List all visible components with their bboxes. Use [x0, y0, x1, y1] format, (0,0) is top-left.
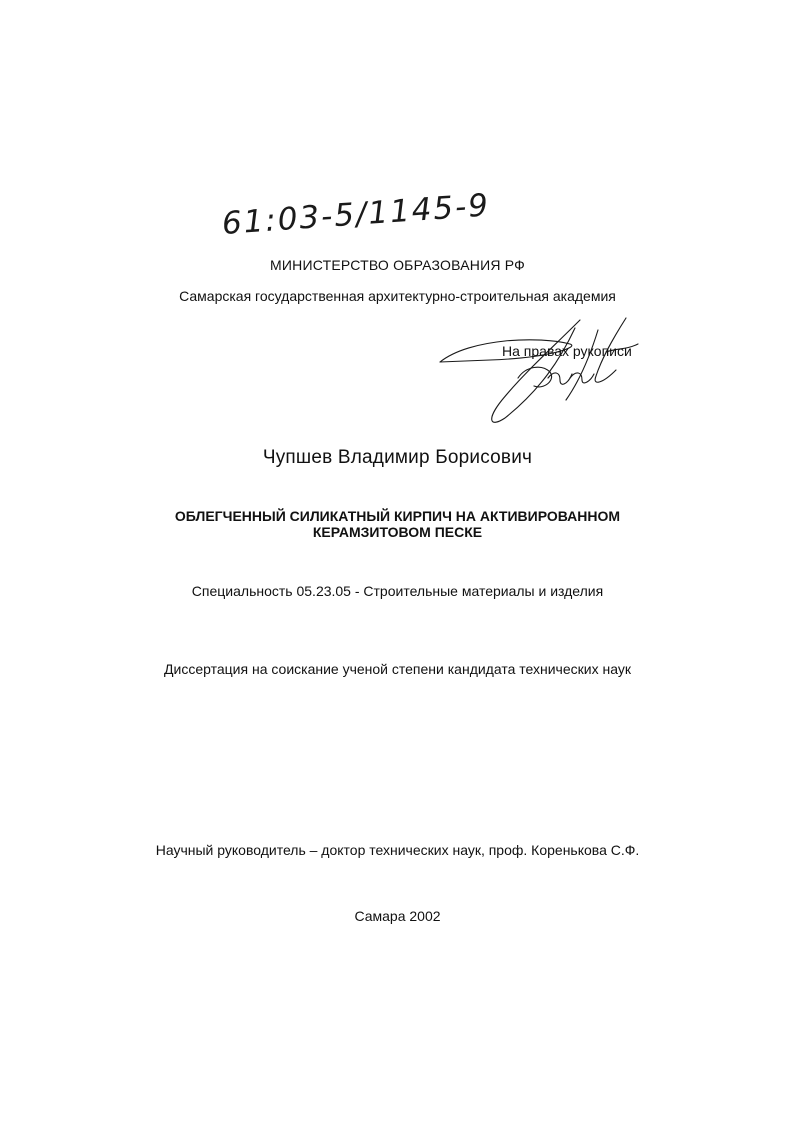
signature-icon	[430, 300, 650, 430]
specialty-line: Специальность 05.23.05 - Строительные материалы и изделия	[191, 583, 604, 599]
handwritten-archive-code: 61:03-5/1145-9	[220, 187, 492, 242]
ministry-heading: МИНИСТЕРСТВО ОБРАЗОВАНИЯ РФ	[270, 257, 525, 273]
title-line-2: КЕРАМЗИТОВОМ ПЕСКЕ	[312, 524, 483, 540]
city-year: Самара 2002	[354, 908, 441, 924]
supervisor-line: Научный руководитель – доктор технических наук, проф. Коренькова С.Ф.	[155, 842, 640, 858]
author-name: Чупшев Владимир Борисович	[262, 447, 533, 468]
degree-line: Диссертация на соискание ученой степени кандидата технических наук	[164, 661, 631, 677]
manuscript-rights-note: На правах рукописи	[502, 343, 632, 359]
dissertation-title	[0, 508, 795, 540]
academy-name: Самарская государственная архитектурно-строительная академия	[179, 288, 616, 304]
title-line-1: ОБЛЕГЧЕННЫЙ СИЛИКАТНЫЙ КИРПИЧ НА АКТИВИРОВАННОМ	[174, 508, 621, 524]
